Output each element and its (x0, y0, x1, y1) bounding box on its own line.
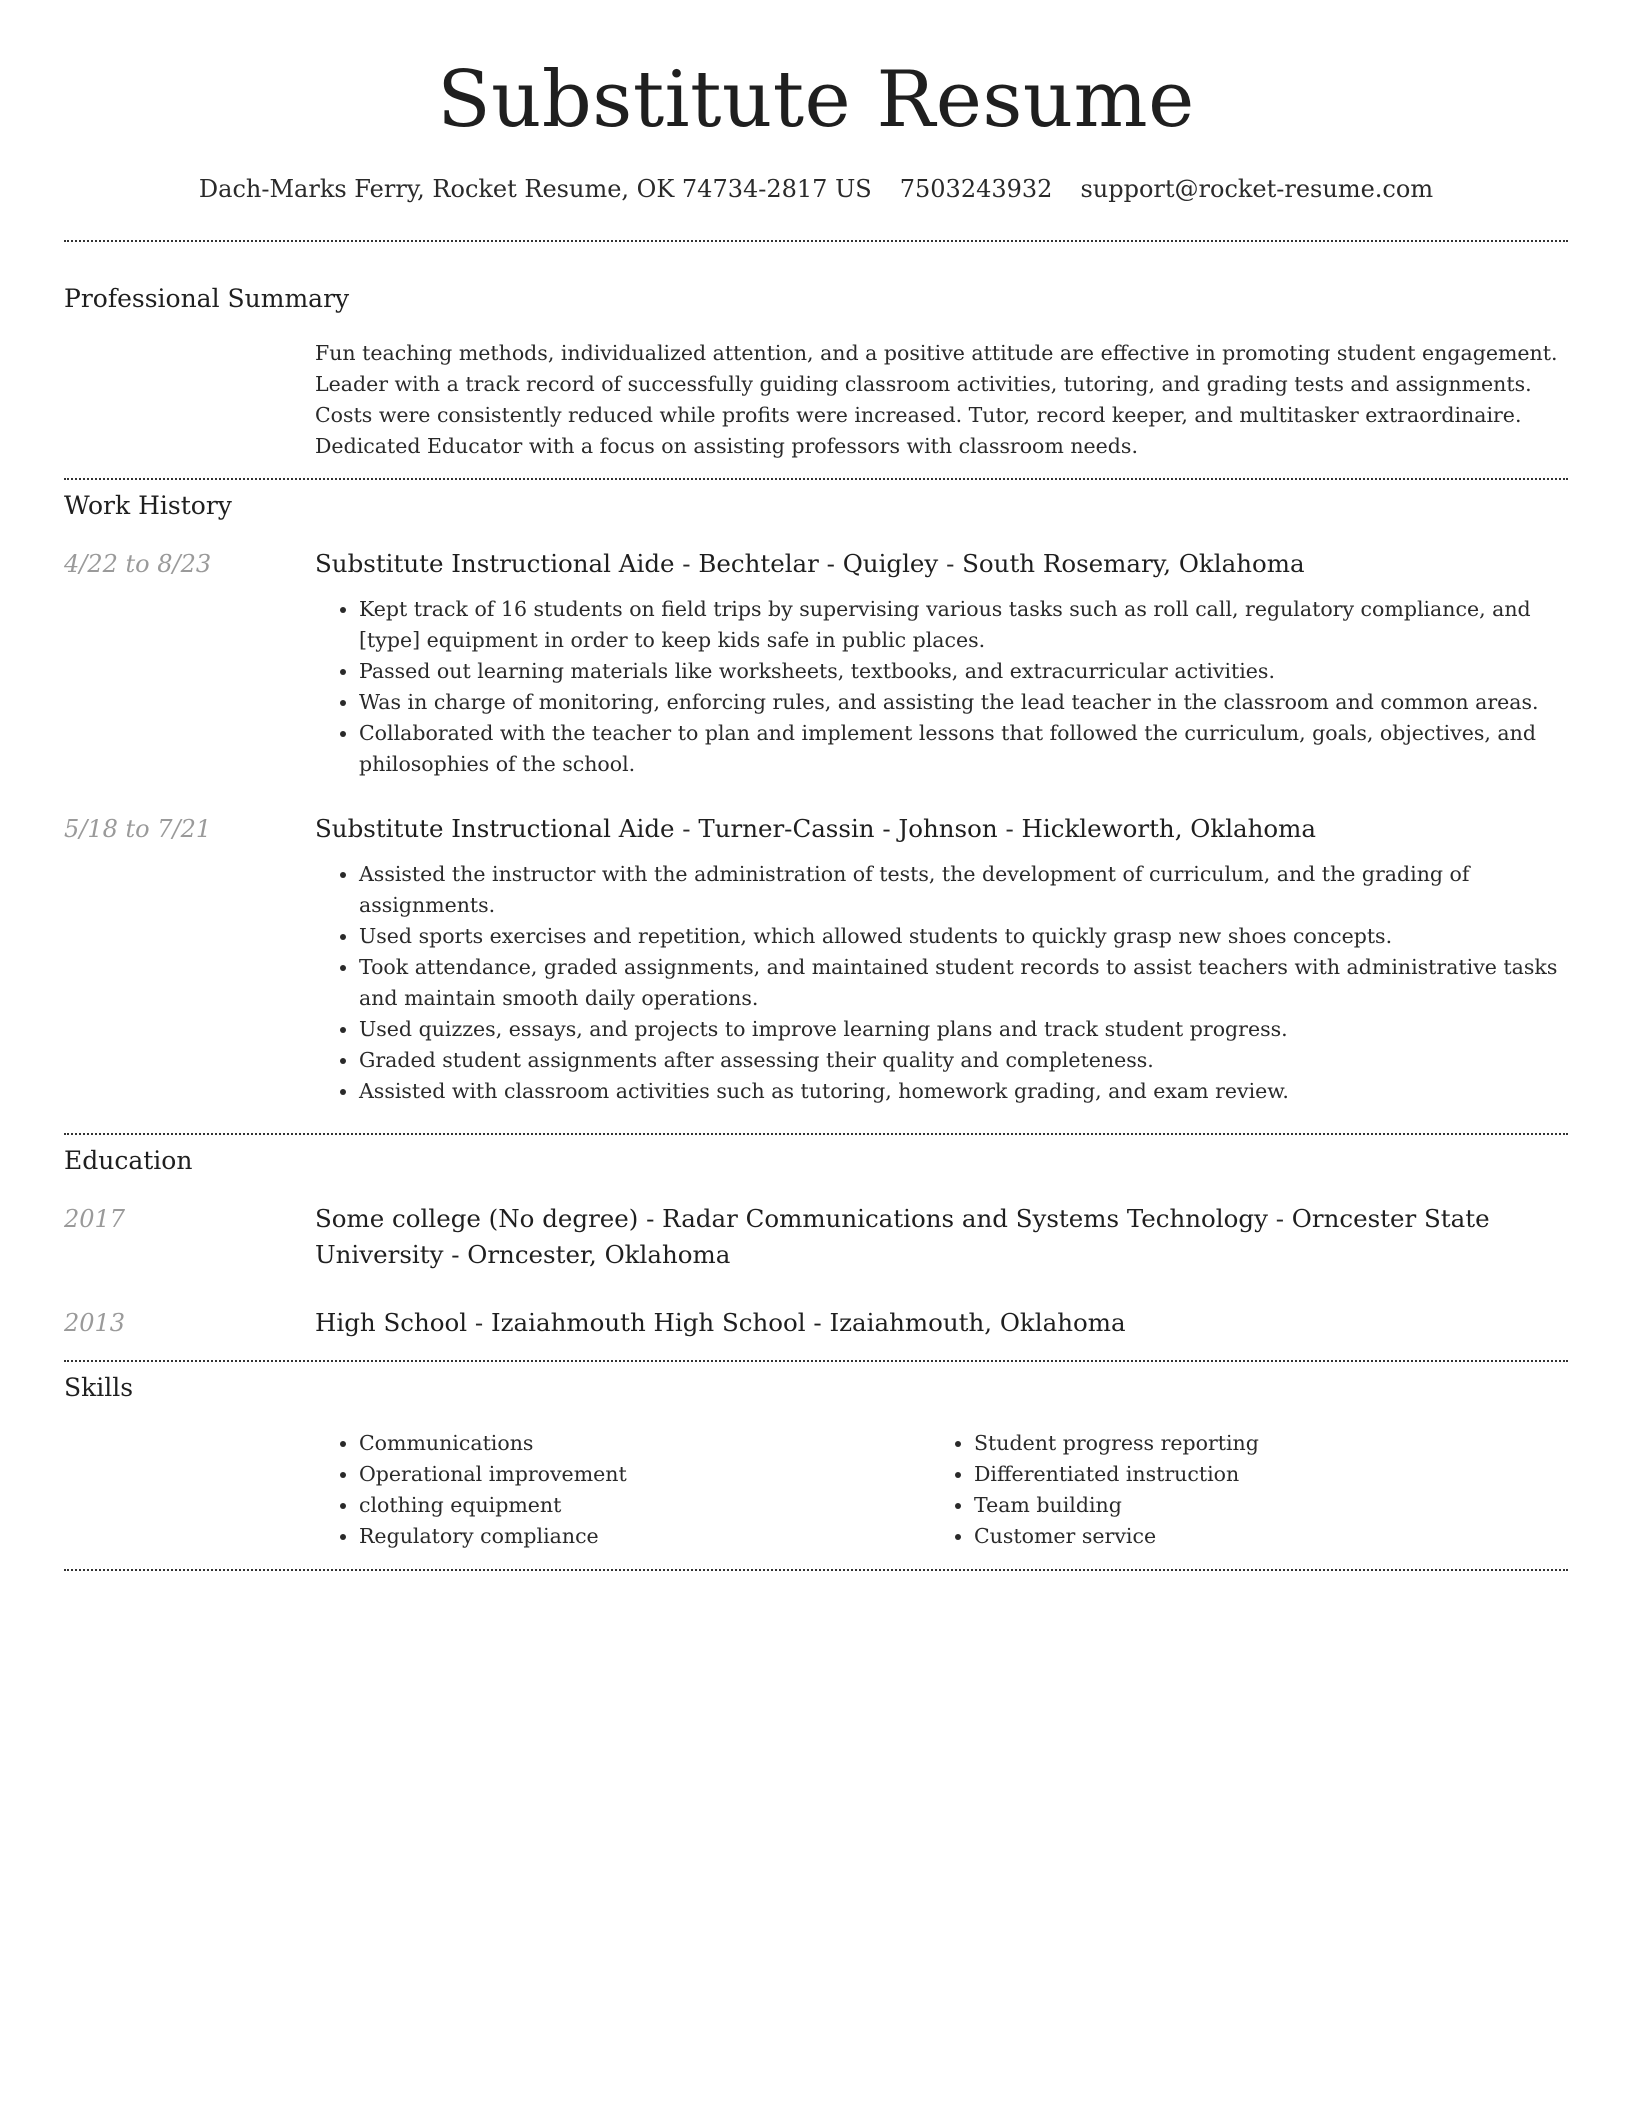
education-year: 2017 (64, 1205, 126, 1233)
job-separator: - (674, 814, 699, 843)
bullet-item: • Assisted with classroom activities such as tutoring, homework grading, and exam review. (359, 1076, 1568, 1107)
skill-item: • Operational improvement (359, 1459, 915, 1490)
skill-item: • Communications (359, 1428, 915, 1459)
education-entry (315, 1201, 1568, 1273)
education-heading (315, 1201, 1568, 1273)
bullet-item: • Graded student assignments after assessing their quality and completeness. (359, 1045, 1568, 1076)
skill-item: • clothing equipment (359, 1490, 915, 1521)
job-entry (315, 811, 1568, 1107)
skills-column-right (930, 1428, 1530, 1552)
contact-line (64, 172, 1568, 206)
address-text: Dach-Marks Ferry, Rocket Resume, OK 74734-2817 US (198, 175, 872, 203)
section-heading-education: Education (64, 1146, 193, 1175)
education-school: Orncester State University - Orncester, Oklahoma (315, 1204, 1490, 1269)
skill-item: • Customer service (974, 1521, 1530, 1552)
phone-text: 7503243932 (899, 175, 1053, 203)
education-degree: High School (315, 1308, 468, 1337)
job-dates: 5/18 to 7/21 (64, 815, 212, 843)
education-separator: - (1267, 1204, 1292, 1233)
section-heading-summary: Professional Summary (64, 284, 350, 313)
bullet-item: • Used quizzes, essays, and projects to improve learning plans and track student progress. (359, 1014, 1568, 1045)
divider (64, 1133, 1568, 1135)
bullet-item: • Collaborated with the teacher to plan and implement lessons that followed the curriculum, goals, objectives, and philosophies of the school. (359, 718, 1568, 780)
education-heading (315, 1305, 1568, 1341)
resume-title: Substitute Resume (437, 55, 1195, 145)
job-separator: - (938, 549, 963, 578)
summary-block (315, 338, 1568, 462)
job-separator: - (997, 814, 1022, 843)
bullet-item: • Kept track of 16 students on field trips by supervising various tasks such as roll call, regulatory compliance, and [type] equipment in order to keep kids safe in public places. (359, 594, 1568, 656)
skills-list (930, 1428, 1530, 1552)
email-link[interactable]: support@rocket-resume.com (1080, 175, 1434, 203)
job-title: Substitute Instructional Aide (315, 814, 675, 843)
skill-item: • Team building (974, 1490, 1530, 1521)
divider (64, 240, 1568, 242)
job-entry (315, 546, 1568, 780)
divider (64, 478, 1568, 480)
job-bullets (315, 594, 1568, 780)
job-company: Bechtelar - Quigley (698, 549, 939, 578)
education-separator: - (467, 1308, 491, 1337)
skills-block (315, 1428, 1568, 1558)
skill-item: • Differentiated instruction (974, 1459, 1530, 1490)
bullet-item: • Took attendance, graded assignments, and maintained student records to assist teachers with administrative tasks and maintain smooth daily operations. (359, 952, 1568, 1014)
job-dates: 4/22 to 8/23 (64, 550, 212, 578)
education-degree: Some college (No degree) - Radar Communications and Systems Technology (315, 1204, 1268, 1233)
divider (64, 1569, 1568, 1571)
skill-item: • Regulatory compliance (359, 1521, 915, 1552)
summary-text: Fun teaching methods, individualized attention, and a positive attitude are effective in promoting student engagement. Leader with a track record of successfully guiding classroom activities, tutoring, and grading tests and assignments. Costs were consistently reduced while profits were increased. Tutor, record keeper, and multitasker extraordinaire. Dedicated Educator with a focus on assisting professors with classroom needs. (315, 341, 1558, 458)
job-heading (315, 811, 1568, 847)
divider (64, 1360, 1568, 1362)
skills-column-left (315, 1428, 915, 1552)
education-entry (315, 1305, 1568, 1341)
job-title: Substitute Instructional Aide (315, 549, 675, 578)
bullet-item: • Was in charge of monitoring, enforcing rules, and assisting the lead teacher in the classroom and common areas. (359, 687, 1568, 718)
section-heading-skills: Skills (64, 1373, 134, 1402)
section-heading-work: Work History (64, 491, 232, 520)
bullet-item: • Assisted the instructor with the administration of tests, the development of curriculum, and the grading of assignments. (359, 859, 1568, 921)
job-location: Hickleworth, Oklahoma (1021, 814, 1317, 843)
job-separator: - (674, 549, 699, 578)
job-company: Turner-Cassin - Johnson (698, 814, 998, 843)
job-heading (315, 546, 1568, 582)
skills-list (315, 1428, 915, 1552)
bullet-item: • Used sports exercises and repetition, which allowed students to quickly grasp new shoes concepts. (359, 921, 1568, 952)
education-school: Izaiahmouth High School - Izaiahmouth, Oklahoma (490, 1308, 1126, 1337)
education-year: 2013 (64, 1309, 126, 1337)
job-location: South Rosemary, Oklahoma (962, 549, 1305, 578)
job-bullets (315, 859, 1568, 1107)
skill-item: • Student progress reporting (974, 1428, 1530, 1459)
bullet-item: • Passed out learning materials like worksheets, textbooks, and extracurricular activities. (359, 656, 1568, 687)
